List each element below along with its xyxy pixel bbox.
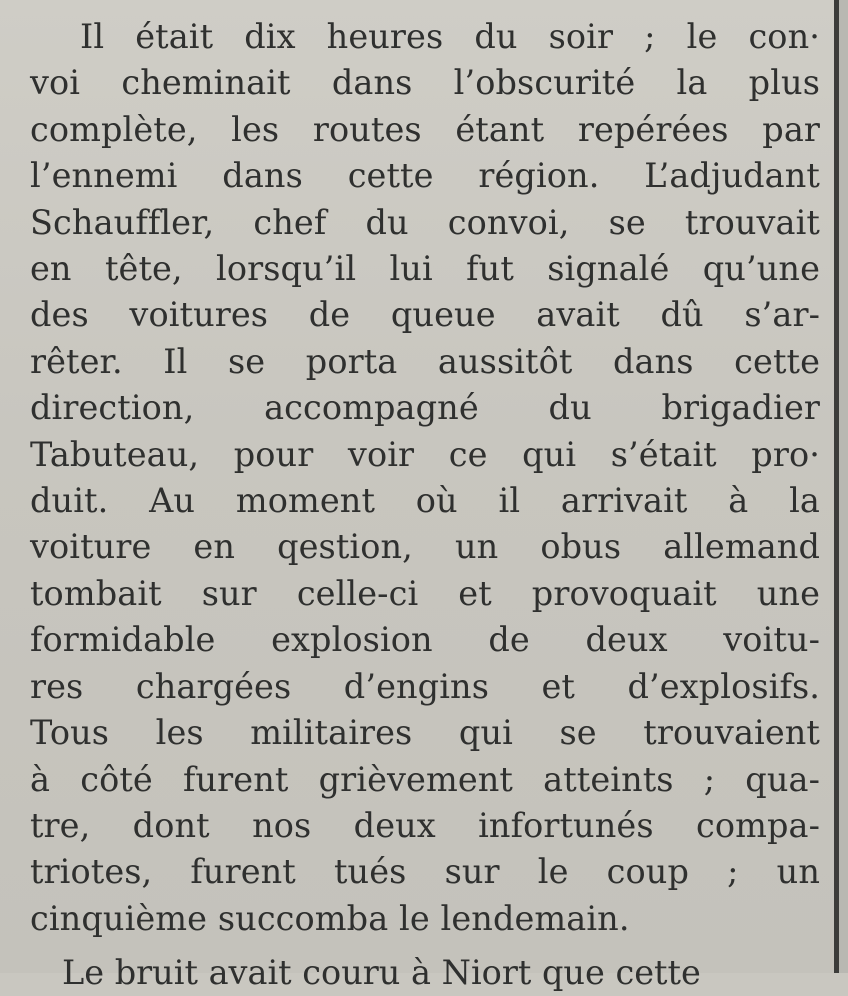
text-line: triotes, furent tués sur le coup ; un (30, 852, 820, 892)
text-line: Il était dix heures du soir ; le con· (80, 17, 820, 56)
text-line: Schauffler, chef du convoi, se trouvait (30, 202, 820, 242)
text-line: l’ennemi dans cette région. L’adjudant (30, 156, 820, 196)
text-line: res chargées d’engins et d’explosifs. (30, 666, 820, 706)
text-line: formidable explosion de deux voitu- (30, 620, 820, 660)
text-line: tombait sur celle-ci et provoquait une (30, 573, 820, 613)
text-line: duit. Au moment où il arrivait à la (30, 481, 820, 521)
cut-off-line: Le bruit avait couru à Niort que cette (62, 953, 701, 992)
page-margin (839, 0, 848, 973)
text-line: voiture en qestion, un obus allemand (30, 527, 820, 567)
text-line: cinquième succomba le lendemain. (30, 898, 630, 938)
text-line: en tête, lorsqu’il lui fut signalé qu’une (30, 249, 820, 289)
text-line: complète, les routes étant repérées par (30, 109, 820, 149)
text-line: rêter. Il se porta aussitôt dans cette (30, 341, 820, 381)
text-line: Tabuteau, pour voir ce qui s’était pro· (30, 434, 820, 474)
text-line: des voitures de queue avait dû s’ar- (30, 295, 820, 335)
text-line: voi cheminait dans l’obscurité la plus (30, 63, 820, 103)
text-line: Tous les militaires qui se trouvaient (30, 713, 820, 753)
text-line: direction, accompagné du brigadier (30, 388, 820, 428)
text-line: à côté furent grièvement atteints ; qua- (30, 759, 820, 799)
article-column (30, 14, 820, 942)
text-line: tre, dont nos deux infortunés compa- (30, 805, 820, 845)
